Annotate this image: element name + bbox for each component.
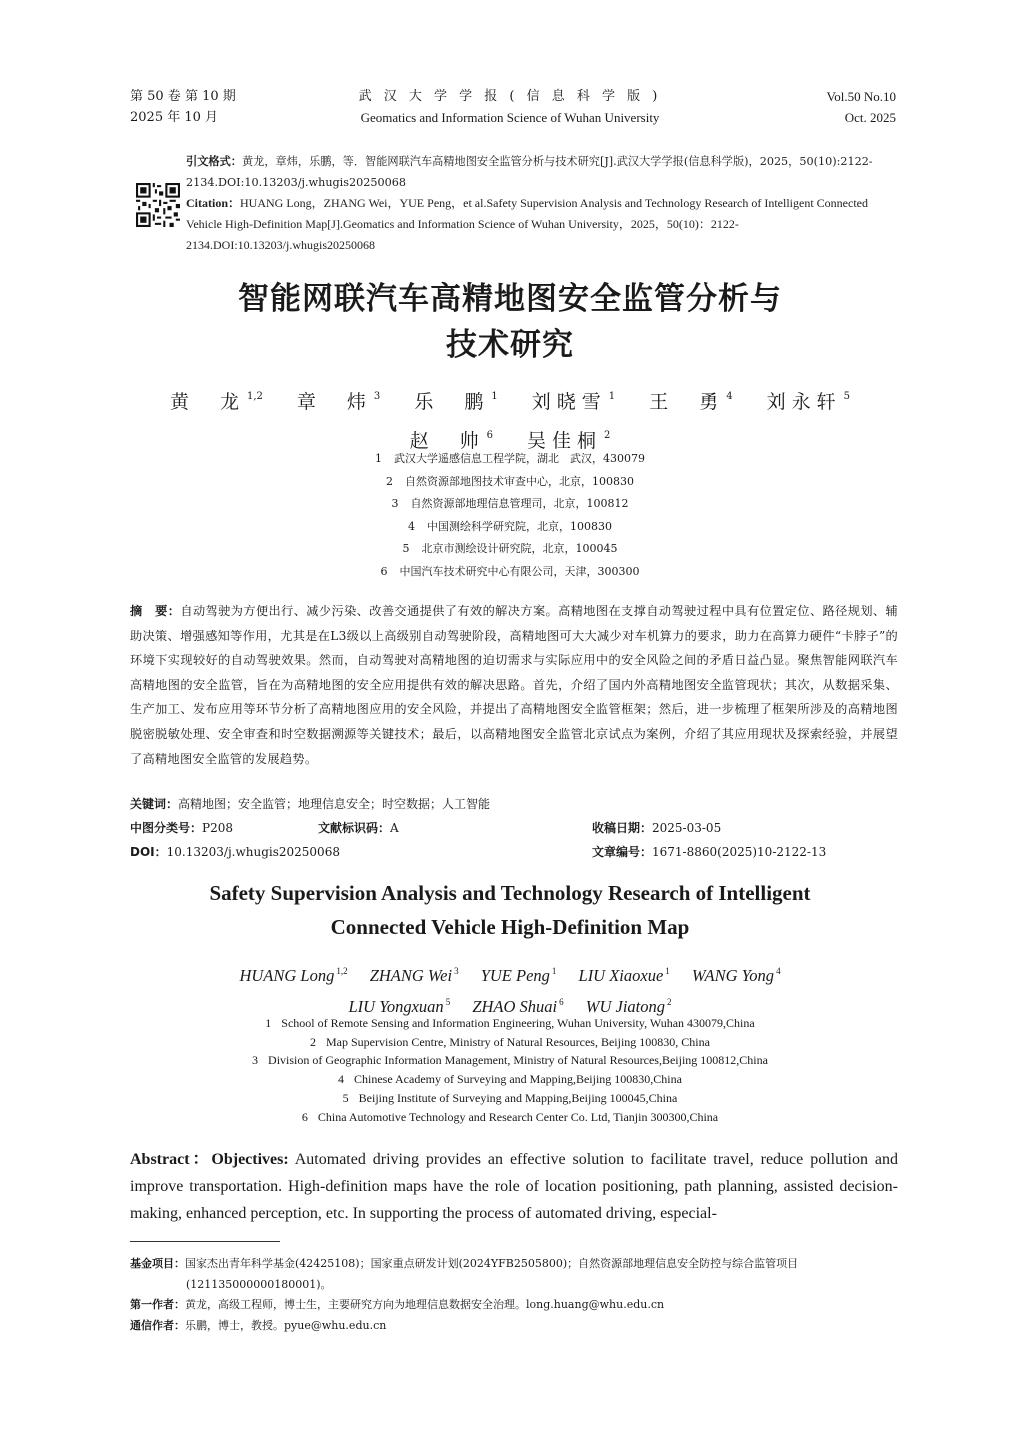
article-number: 文章编号：1671-8860(2025)10-2122-13	[592, 845, 827, 859]
affiliation-en: 4 Chinese Academy of Surveying and Mapping,Beijing 100830,China	[338, 1072, 682, 1087]
affiliation-en: 5 Beijing Institute of Surveying and Mapping,Beijing 100045,China	[342, 1090, 678, 1105]
corresponding-author-note: 通信作者：乐鹏，博士，教授。pyue@whu.edu.cn	[130, 1318, 387, 1332]
authors-cn	[0, 380, 1020, 458]
author-en: WANG Yong $^4$	[691, 966, 781, 985]
authors-cn-line1	[0, 380, 1020, 419]
date-cn: 2025 年 10 月	[130, 110, 219, 125]
author-en: HUANG Long $^{1,2}$	[239, 966, 348, 985]
volume-en: Vol.50 No.10	[826, 89, 896, 104]
abstract-en-label: Abstract：	[130, 1151, 212, 1168]
abstract-cn-label: 摘 要：	[130, 604, 181, 618]
author-en: WU Jiatong $^2$	[585, 997, 672, 1016]
qr-code-icon	[136, 183, 180, 227]
doi: DOI：10.13203/j.whugis20250068	[130, 845, 340, 859]
abstract-en	[130, 1146, 898, 1227]
affiliations-en	[0, 1014, 1020, 1126]
author-cn: 吴佳桐 $^2$	[527, 430, 611, 452]
issue-cn: 第 50 卷 第 10 期	[130, 89, 236, 104]
affiliation-en: 6 China Automotive Technology and Research Center Co. Ltd, Tianjin 300300,China	[301, 1109, 719, 1124]
citation-cn	[186, 151, 898, 193]
author-cn: 刘晓雪 $^1$	[531, 391, 616, 413]
authors-en	[0, 958, 1020, 1020]
author-en: YUE Peng $^1$	[480, 966, 557, 985]
authors-en-line1	[0, 958, 1020, 989]
funding-note: 基金项目：国家杰出青年科学基金(42425108)；国家重点研发计划(2024YFB2505800)；自然资源部地理信息安全防控与综合监管项目 (121135000000180001)。	[130, 1257, 799, 1291]
author-en: ZHANG Wei $^3$	[369, 966, 459, 985]
affiliation-en: 3 Division of Geographic Information Management, Ministry of Natural Resources,Beijing 100812,China	[252, 1053, 768, 1068]
journal-name-cn: 武 汉 大 学 学 报 ( 信 息 科 学 版 )	[358, 89, 662, 104]
abstract-cn	[130, 599, 898, 771]
received-date: 收稿日期：2025-03-05	[592, 821, 722, 835]
affiliation-cn: 6 中国汽车技术研究中心有限公司，天津，300300	[380, 564, 640, 578]
author-cn: 赵 帅 $^6$	[409, 430, 493, 452]
keywords-cn	[130, 794, 490, 814]
keywords-label: 关键词：	[130, 797, 179, 811]
title-en-line1: Safety Supervision Analysis and Technology Research of Intelligent	[209, 881, 811, 905]
abstract-cn-text: 自动驾驶为方便出行、减少污染、改善交通提供了有效的解决方案。高精地图在支撑自动驾驶过程中具有位置定位、路径规划、辅助决策、增强感知等作用，尤其是在L3级以上高级别自动驾驶阶段，高精地图可大大减少对车机算力的要求，助力在高算力硬件“卡脖子”的环境下实现较好的自动驾驶效果。然而，自动驾驶对高精地图的迫切需求与实际应用中的安全风险之间的矛盾日益凸显。聚焦智能网联汽车高精地图的安全监管，旨在为高精地图的安全应用提供有效的解决思路。首先，介绍了国内外高精地图安全监管现状；其次，从数据采集、生产加工、发布应用等环节分析了高精地图应用的安全风险，并提出了高精地图安全监管框架；然后，进一步梳理了框架所涉及的高精地图脱密脱敏处理、安全审查和时空数据溯源等关键技术；最后，以高精地图安全监管北京试点为案例，介绍了其应用现状及探索经验，并展望了高精地图安全监管的发展趋势。	[130, 604, 898, 766]
title-en-line2: Connected Vehicle High-Definition Map	[330, 915, 690, 939]
affiliation-en: 2 Map Supervision Centre, Ministry of Natural Resources, Beijing 100830, China	[310, 1034, 710, 1049]
clc-number: 中图分类号：P208	[130, 821, 233, 835]
author-cn: 乐 鹏 $^1$	[414, 391, 498, 413]
abstract-en-text: Automated driving provides an effective solution to facilitate travel, reduce pollution and improve transportation. High-definition maps have the role of location positioning, path planning, assisted decision-making, enhanced perception, etc. In supporting the process of automated driving, especial-	[130, 1151, 898, 1222]
author-en: ZHAO Shuai $^6$	[472, 997, 564, 1016]
keywords-text: 高精地图；安全监管；地理信息安全；时空数据；人工智能	[178, 797, 491, 811]
article-title-en	[0, 876, 1020, 944]
first-author-note: 第一作者：黄龙，高级工程师，博士生，主要研究方向为地理信息数据安全治理。long.huang@whu.edu.cn	[130, 1298, 665, 1312]
abstract-en-objectives-label: Objectives:	[211, 1151, 289, 1168]
author-en: LIU Yongxuan $^5$	[348, 997, 451, 1016]
citation-cn-text: 黄龙，章炜，乐鹏，等．智能网联汽车高精地图安全监管分析与技术研究[J].武汉大学学报(信息科学版)，2025，50(10):2122-2134.DOI:10.13203/j.whugis20250068	[186, 155, 873, 189]
affiliation-cn: 5 北京市测绘设计研究院，北京，100045	[402, 542, 618, 556]
document-code: 文献标识码：A	[318, 821, 399, 835]
citation-block	[186, 151, 898, 256]
journal-name-en: Geomatics and Information Science of Wuhan University	[360, 110, 660, 125]
affiliation-cn: 4 中国测绘科学研究院，北京，100830	[408, 519, 612, 533]
title-cn-line2: 技术研究	[446, 327, 574, 363]
article-title-cn	[0, 276, 1020, 368]
footnote-divider	[130, 1241, 280, 1242]
running-header-right	[827, 86, 896, 128]
author-en: LIU Xiaoxue $^1$	[578, 966, 670, 985]
author-cn: 黄 龙 $^{1,2}$	[169, 391, 263, 413]
citation-en	[186, 193, 898, 256]
author-cn: 刘永轩 $^5$	[766, 391, 851, 413]
affiliations-cn	[0, 448, 1020, 584]
citation-en-text: HUANG Long，ZHANG Wei，YUE Peng，et al.Safety Supervision Analysis and Technology Research of Intelligent Connected Vehicle High-Definition Map[J].Geomatics and Information Science of Wuhan University，2025，50(10)：2122-2134.DOI:10.13203/j.whugis20250068	[186, 196, 868, 252]
date-en: Oct. 2025	[844, 110, 896, 125]
title-cn-line1: 智能网联汽车高精地图安全监管分析与	[238, 281, 782, 317]
author-cn: 章 炜 $^3$	[296, 391, 381, 413]
citation-cn-label: 引文格式：	[186, 154, 242, 168]
affiliation-cn: 2 自然资源部地图技术审查中心，北京，100830	[386, 474, 634, 488]
affiliation-en: 1 School of Remote Sensing and Information Engineering, Wuhan University, Wuhan 430079,China	[265, 1016, 755, 1030]
footnotes	[130, 1254, 898, 1336]
author-cn: 王 勇 $^4$	[649, 391, 733, 413]
affiliation-cn: 1 武汉大学遥感信息工程学院，湖北 武汉，430079	[375, 452, 645, 465]
citation-en-label: Citation：	[186, 196, 241, 210]
affiliation-cn: 3 自然资源部地理信息管理司，北京，100812	[391, 497, 629, 511]
